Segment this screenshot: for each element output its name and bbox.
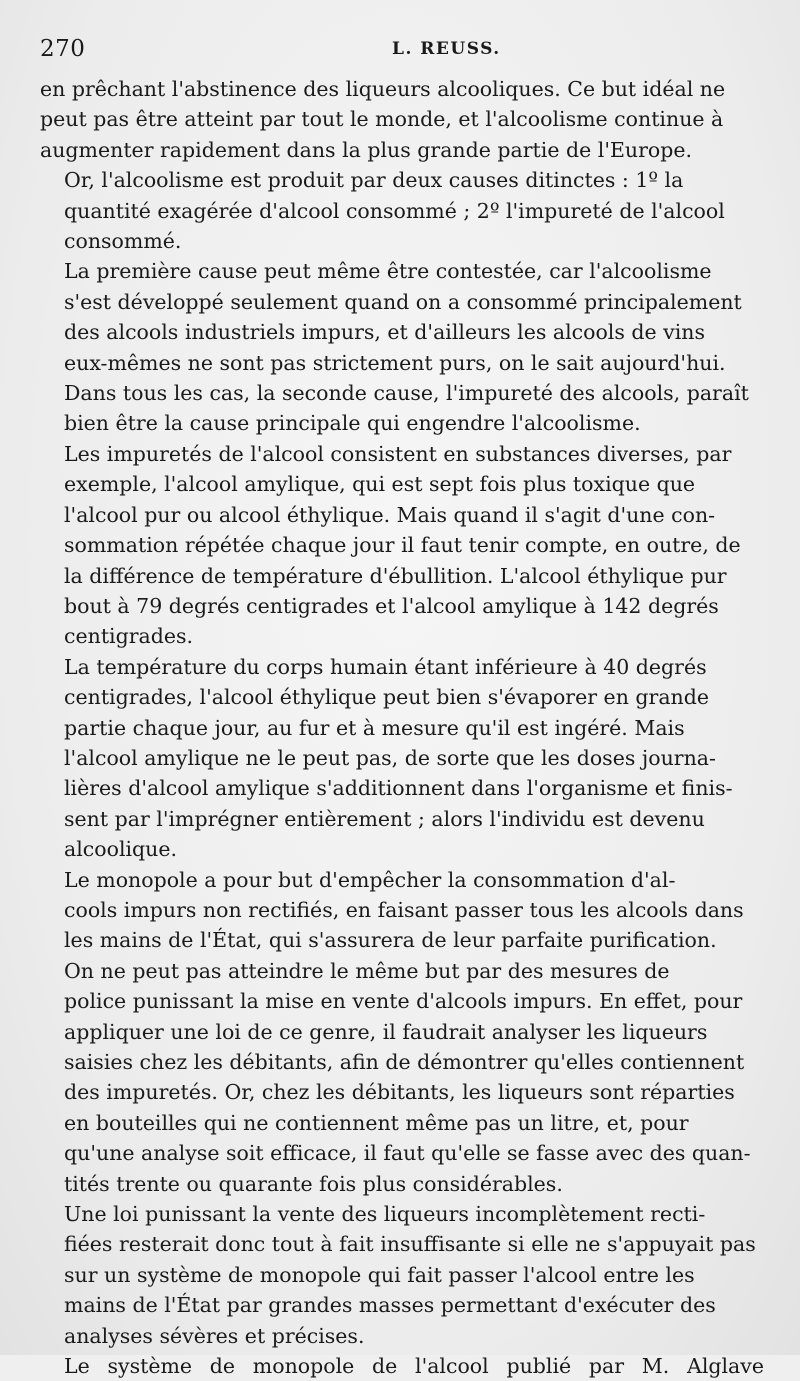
text-line: Or, l'alcoolisme est produit par deux causes ditinctes : 1º la (64, 168, 684, 193)
text-line: Une loi punissant la vente des liqueurs incomplètement recti- (64, 1202, 706, 1227)
text-line: en bouteilles qui ne contiennent même pas un litre, et, pour (64, 1110, 689, 1135)
text-line: l'alcool amylique ne le peut pas, de sorte que les doses journa- (64, 745, 716, 770)
paragraph (40, 1199, 764, 1351)
text-line: On ne peut pas atteindre le même but par des mesures de (64, 958, 670, 983)
text-line: l'alcool pur ou alcool éthylique. Mais quand il s'agit d'une con- (64, 502, 716, 527)
text-line: cools impurs non rectifiés, en faisant passer tous les alcools dans (64, 897, 744, 922)
text-line: Les impuretés de l'alcool consistent en substances diverses, par (64, 441, 732, 466)
page-header (40, 36, 760, 70)
running-head: L. REUSS. (392, 39, 501, 59)
text-line: sur un système de monopole qui fait passer l'alcool entre les (64, 1262, 695, 1287)
text-line: bien être la cause principale qui engendre l'alcoolisme. (64, 411, 641, 436)
text-line: les mains de l'État, qui s'assurera de leur parfaite purification. (64, 928, 717, 953)
text-line: peut pas être atteint par tout le monde, et l'alcoolisme continue à (40, 107, 724, 132)
text-line: qu'une analyse soit efficace, il faut qu'elle se fasse avec des quan- (64, 1141, 751, 1166)
text-line: en prêchant l'abstinence des liqueurs alcooliques. Ce but idéal ne (40, 77, 726, 101)
text-line: sent par l'imprégner entièrement ; alors l'individu est devenu (64, 806, 705, 831)
text-line: bout à 79 degrés centigrades et l'alcool amylique à 142 degrés (64, 593, 719, 618)
text-line: tités trente ou quarante fois plus considérables. (64, 1171, 563, 1196)
text-line: fiées resterait donc tout à fait insuffisante si elle ne s'appuyait pas (64, 1232, 756, 1257)
text-line: analyses sévères et précises. (64, 1323, 365, 1348)
text-line: centigrades. (64, 624, 194, 649)
text-line: saisies chez les débitants, afin de démontrer qu'elles contiennent (64, 1050, 745, 1074)
body-text (40, 74, 764, 1381)
text-line: quantité exagérée d'alcool consommé ; 2º l'impureté de l'alcool (64, 198, 725, 223)
text-line: appliquer une loi de ce genre, il faudrait analyser les liqueurs (64, 1019, 708, 1044)
text-line: alcoolique. (64, 837, 178, 862)
text-line: centigrades, l'alcool éthylique peut bien s'évaporer en grande (64, 685, 710, 710)
text-line: la différence de température d'ébullition. L'alcool éthylique pur (64, 563, 727, 588)
text-line: La première cause peut même être contestée, car l'alcoolisme (64, 259, 712, 284)
paragraph (40, 1351, 764, 1381)
page-number: 270 (40, 36, 86, 62)
text-line: consommé. (64, 229, 182, 254)
paragraph (40, 865, 764, 956)
paragraph (40, 652, 764, 865)
text-line: Dans tous les cas, la seconde cause, l'impureté des alcools, paraît (64, 381, 749, 406)
text-line: lières d'alcool amylique s'additionnent dans l'organisme et finis- (64, 776, 733, 801)
paragraph (40, 74, 764, 165)
text-line: partie chaque jour, au fur et à mesure qu'il est ingéré. Mais (64, 715, 685, 740)
paragraph (40, 439, 764, 652)
text-line: police punissant la mise en vente d'alcools impurs. En effet, pour (64, 989, 743, 1014)
paragraph (40, 165, 764, 256)
text-line: des impuretés. Or, chez les débitants, les liqueurs sont réparties (64, 1080, 735, 1105)
text-line: Le système de monopole de l'alcool publié par M. Alglave (64, 1354, 764, 1379)
paragraph (40, 956, 764, 1199)
text-line: sommation répétée chaque jour il faut tenir compte, en outre, de (64, 533, 741, 558)
text-line: exemple, l'alcool amylique, qui est sept fois plus toxique que (64, 472, 696, 497)
text-line: mains de l'État par grandes masses permettant d'exécuter des (64, 1293, 716, 1318)
text-line: augmenter rapidement dans la plus grande partie de l'Europe. (40, 137, 693, 162)
paragraph (40, 256, 764, 438)
text-line: des alcools industriels impurs, et d'ailleurs les alcools de vins (64, 320, 706, 345)
text-line: Le monopole a pour but d'empêcher la consommation d'al- (64, 867, 676, 892)
text-line: eux-mêmes ne sont pas strictement purs, on le sait aujourd'hui. (64, 350, 726, 375)
text-line: s'est développé seulement quand on a consommé principalement (64, 289, 742, 314)
text-line: La température du corps humain étant inférieure à 40 degrés (64, 654, 707, 679)
